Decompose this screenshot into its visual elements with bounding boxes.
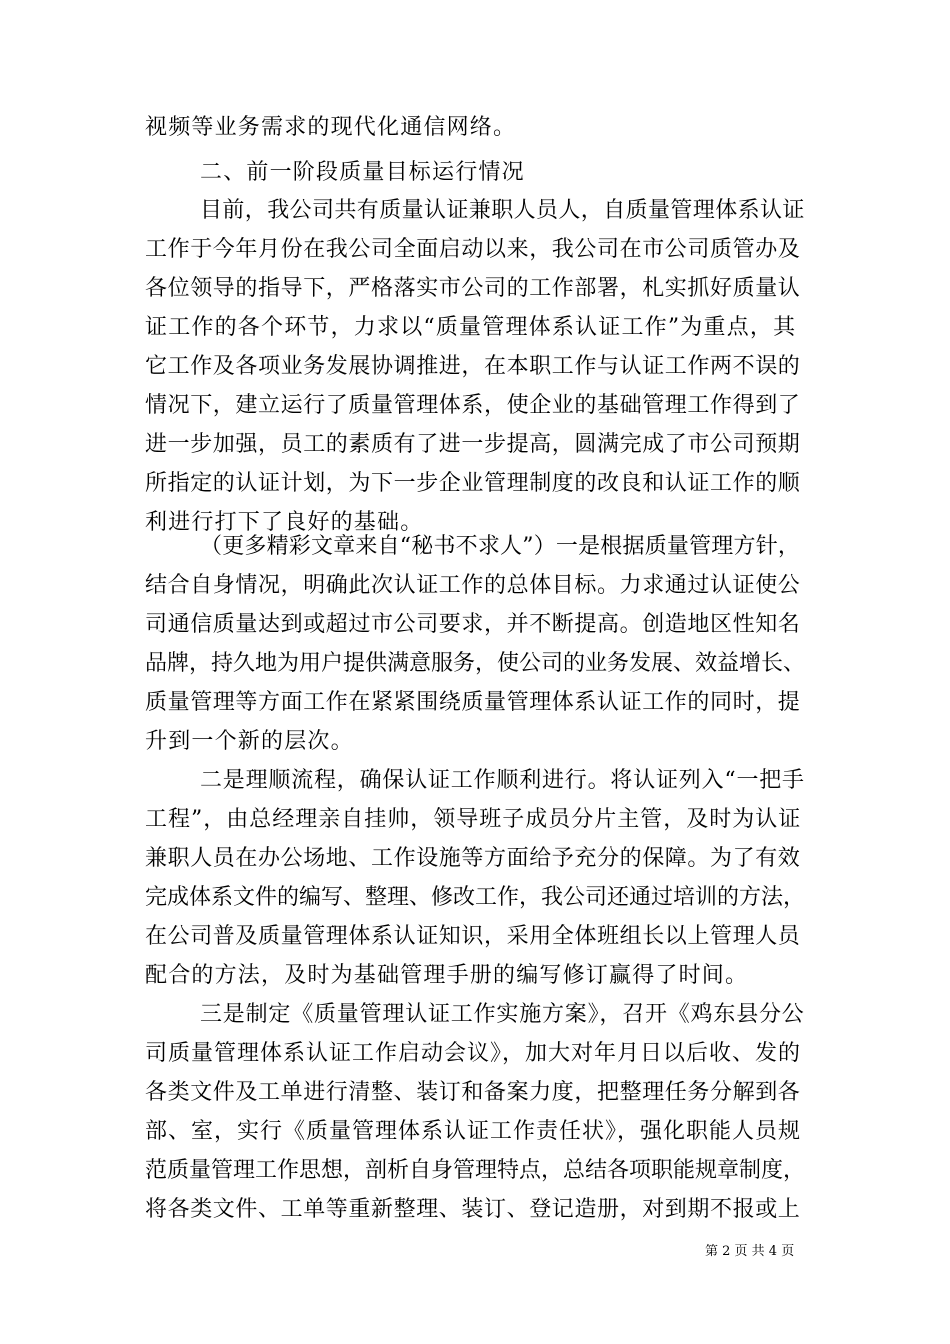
text-line: 证工作的各个环节，力求以“质量管理体系认证工作”为重点，其: [145, 315, 797, 340]
text-line: 利进行打下了良好的基础。: [145, 510, 424, 535]
text-line: 二是理顺流程，确保认证工作顺利进行。将认证列入“一把手: [200, 768, 805, 793]
text-line: 完成体系文件的编写、整理、修改工作，我公司还通过培训的方法，: [145, 885, 806, 910]
text-line: 兼职人员在办公场地、工作设施等方面给予充分的保障。为了有效: [145, 846, 801, 871]
text-line: 情况下，建立运行了质量管理体系，使企业的基础管理工作得到了: [145, 393, 801, 418]
text-line: 三是制定《质量管理认证工作实施方案》，召开《鸡东县分公: [200, 1002, 805, 1027]
text-line: 司质量管理体系认证工作启动会议》，加大对年月日以后收、发的: [145, 1041, 802, 1066]
text-line: 质量管理等方面工作在紧紧围绕质量管理体系认证工作的同时，提: [145, 690, 801, 715]
text-line: 范质量管理工作思想，剖析自身管理特点，总结各项职能规章制度，: [145, 1158, 806, 1183]
text-line: 进一步加强，员工的素质有了进一步提高，圆满完成了市公司预期: [145, 432, 801, 457]
text-line: 它工作及各项业务发展协调推进，在本职工作与认证工作两不误的: [145, 354, 801, 379]
text-line: （更多精彩文章来自“秘书不求人”）一是根据质量管理方针，: [200, 534, 801, 559]
text-line: 在公司普及质量管理体系认证知识，采用全体班组长以上管理人员: [145, 924, 801, 949]
text-line: 部、室，实行《质量管理体系认证工作责任状》，强化职能人员规: [145, 1119, 802, 1144]
text-line: 将各类文件、工单等重新整理、装订、登记造册，对到期不报或上: [145, 1197, 801, 1222]
text-line: 司通信质量达到或超过市公司要求，并不断提高。创造地区性知名: [145, 612, 801, 637]
text-line: 升到一个新的层次。: [145, 729, 354, 754]
text-line: 配合的方法，及时为基础管理手册的编写修订赢得了时间。: [145, 963, 749, 988]
text-line: 各类文件及工单进行清整、装订和备案力度，把整理任务分解到各: [145, 1080, 801, 1105]
section-heading: 二、前一阶段质量目标运行情况: [200, 160, 525, 185]
text-line: 结合自身情况，明确此次认证工作的总体目标。力求通过认证使公: [145, 573, 801, 598]
text-line: 所指定的认证计划，为下一步企业管理制度的改良和认证工作的顺: [145, 471, 801, 496]
text-line: 目前，我公司共有质量认证兼职人员人，自质量管理体系认证: [200, 198, 805, 223]
text-line: 各位领导的指导下，严格落实市公司的工作部署，札实抓好质量认: [145, 276, 801, 301]
text-line: 视频等业务需求的现代化通信网络。: [145, 115, 517, 140]
page-number: 第 2 页 共 4 页: [705, 1244, 795, 1259]
text-line: 品牌，持久地为用户提供满意服务，使公司的业务发展、效益增长、: [145, 651, 806, 676]
text-line: 工程”，由总经理亲自挂帅，领导班子成员分片主管，及时为认证: [145, 807, 802, 832]
text-line: 工作于今年月份在我公司全面启动以来，我公司在市公司质管办及: [145, 237, 801, 262]
